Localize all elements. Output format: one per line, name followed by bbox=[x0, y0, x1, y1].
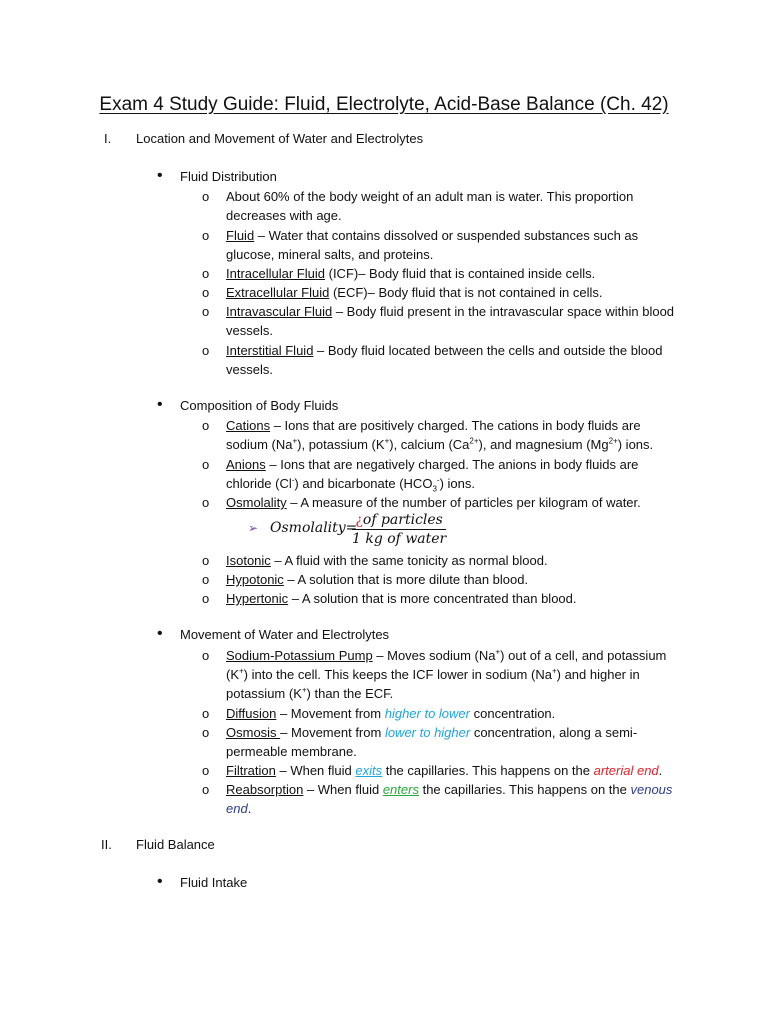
section-number: II. bbox=[101, 837, 112, 852]
sub-bullet-glyph: o bbox=[202, 572, 210, 587]
item-text bbox=[226, 226, 678, 264]
bullet-label: Fluid Distribution bbox=[180, 169, 277, 184]
highlight-text: lower to higher bbox=[384, 725, 471, 740]
formula-fraction bbox=[352, 512, 446, 547]
item-text: About 60% of the body weight of an adult man is water. This proportion decreases with age. bbox=[226, 189, 634, 223]
text-run: the capillaries. This happens on the bbox=[382, 763, 594, 778]
sub-bullet-glyph: o bbox=[202, 495, 210, 510]
bullet-glyph: • bbox=[157, 873, 163, 890]
term: Osmolality bbox=[226, 495, 287, 510]
text-run: concentration. bbox=[470, 706, 556, 721]
superscript: - bbox=[291, 475, 295, 485]
text-run: – When fluid bbox=[303, 782, 383, 797]
term: Reabsorption bbox=[226, 782, 304, 797]
sub-bullet-glyph: o bbox=[202, 189, 210, 204]
formula-mark: ¿ bbox=[355, 512, 363, 528]
item-text bbox=[226, 455, 678, 493]
fraction-bar bbox=[352, 529, 446, 530]
sub-bullet-glyph: o bbox=[202, 285, 210, 300]
superscript: + bbox=[495, 647, 501, 657]
formula-numerator bbox=[352, 512, 446, 528]
term: Interstitial Fluid bbox=[226, 343, 314, 358]
text-run: ) into the cell. This keeps the ICF lower in sodium (Na bbox=[243, 667, 552, 682]
definition: – Body fluid present in the intravascular space within blood vessels. bbox=[226, 304, 675, 338]
arrow-bullet-icon: ➢ bbox=[248, 521, 259, 535]
term: Cations bbox=[226, 418, 271, 433]
sub-bullet-glyph: o bbox=[202, 763, 210, 778]
text-run: ) than the ECF. bbox=[306, 686, 394, 701]
highlight-text: higher to lower bbox=[384, 706, 470, 721]
superscript: + bbox=[239, 666, 244, 676]
term: Isotonic bbox=[226, 553, 271, 568]
text-run: ) ions. bbox=[617, 437, 654, 452]
sub-bullet-glyph: o bbox=[202, 725, 210, 740]
subscript: 3 bbox=[432, 484, 437, 494]
text-run: ), calcium (Ca bbox=[389, 437, 470, 452]
text-run: – Movement from bbox=[276, 706, 385, 721]
term: Diffusion bbox=[226, 706, 277, 721]
item-text bbox=[226, 570, 678, 589]
text-run: the capillaries. This happens on the bbox=[418, 782, 631, 797]
superscript: + bbox=[384, 436, 390, 446]
term: Hypotonic bbox=[226, 572, 284, 587]
definition: (ICF)– Body fluid that is contained inside cells. bbox=[325, 266, 596, 281]
text-run: ), potassium (K bbox=[297, 437, 385, 452]
definition: – A solution that is more concentrated than blood. bbox=[288, 591, 577, 606]
bullet-label: Movement of Water and Electrolytes bbox=[180, 627, 390, 642]
bullet-glyph: • bbox=[157, 167, 163, 184]
item-text bbox=[226, 704, 678, 723]
sub-bullet-glyph: o bbox=[202, 266, 210, 281]
text-run: – Moves sodium (Na bbox=[372, 648, 496, 663]
term: Anions bbox=[226, 457, 266, 472]
text-run: ) and higher in potassium (K bbox=[226, 667, 640, 701]
superscript: + bbox=[292, 436, 298, 446]
text-run: concentration, along a semi-permeable membrane. bbox=[226, 725, 638, 759]
definition: – A solution that is more dilute than blood. bbox=[283, 572, 529, 587]
definition: – Body fluid located between the cells and outside the blood vessels. bbox=[226, 343, 663, 377]
item-text bbox=[226, 283, 678, 302]
item-text bbox=[226, 589, 678, 608]
section-title: Fluid Balance bbox=[136, 837, 215, 852]
sub-bullet-glyph: o bbox=[202, 648, 210, 663]
item-text bbox=[226, 341, 678, 379]
term: Intracellular Fluid bbox=[226, 266, 325, 281]
term: Osmosis bbox=[226, 725, 281, 740]
osmolality-formula bbox=[248, 512, 448, 552]
sub-bullet-glyph: o bbox=[202, 553, 210, 568]
superscript: 2+ bbox=[469, 436, 479, 446]
highlight-text: venous end bbox=[226, 782, 673, 816]
bullet-glyph: • bbox=[157, 625, 163, 642]
text-run: ), and magnesium (Mg bbox=[478, 437, 609, 452]
bullet-label: Fluid Intake bbox=[180, 875, 248, 890]
sub-bullet-glyph: o bbox=[202, 418, 210, 433]
page-title: Exam 4 Study Guide: Fluid, Electrolyte, Acid-Base Balance (Ch. 42) bbox=[99, 94, 669, 115]
item-text bbox=[226, 551, 678, 570]
superscript: + bbox=[301, 685, 307, 695]
highlight-text: enters bbox=[382, 782, 419, 797]
item-text bbox=[226, 416, 678, 454]
sub-bullet-glyph: o bbox=[202, 304, 210, 319]
item-text bbox=[226, 493, 678, 512]
highlight-text: exits bbox=[355, 763, 383, 778]
text-run: ) out of a cell, and potassium (K bbox=[226, 648, 667, 682]
text-run: – Ions that are positively charged. The cations in body fluids are sodium (Na bbox=[226, 418, 641, 452]
term: Fluid bbox=[226, 228, 255, 243]
sub-bullet-glyph: o bbox=[202, 591, 210, 606]
item-text bbox=[226, 264, 678, 283]
sub-bullet-glyph: o bbox=[202, 782, 210, 797]
term: Filtration bbox=[226, 763, 276, 778]
term: Extracellular Fluid bbox=[226, 285, 330, 300]
numerator-text: of particles bbox=[362, 512, 443, 528]
item-text bbox=[226, 761, 678, 780]
text-run: . bbox=[247, 801, 252, 816]
sub-bullet-glyph: o bbox=[202, 228, 210, 243]
highlight-text: arterial end bbox=[593, 763, 659, 778]
sub-bullet-glyph: o bbox=[202, 706, 210, 721]
term: Intravascular Fluid bbox=[226, 304, 333, 319]
definition: – A fluid with the same tonicity as normal blood. bbox=[270, 553, 548, 568]
section-title: Location and Movement of Water and Electrolytes bbox=[136, 131, 424, 146]
item-text bbox=[226, 646, 678, 703]
superscript: + bbox=[551, 666, 557, 676]
definition: – A measure of the number of particles per kilogram of water. bbox=[286, 495, 641, 510]
text-run: ) ions. bbox=[439, 476, 475, 491]
item-text bbox=[226, 302, 678, 340]
text-run: – Movement from bbox=[280, 725, 385, 740]
text-run: . bbox=[658, 763, 663, 778]
text-run: – Ions that are negatively charged. The anions in body fluids are chloride (Cl bbox=[226, 457, 639, 491]
superscript: - bbox=[436, 475, 440, 485]
sub-bullet-glyph: o bbox=[202, 457, 210, 472]
bullet-glyph: • bbox=[157, 396, 163, 413]
formula-lhs: Osmolality= bbox=[270, 520, 358, 536]
term: Sodium-Potassium Pump bbox=[226, 648, 373, 663]
sub-bullet-glyph: o bbox=[202, 343, 210, 358]
term: Hypertonic bbox=[226, 591, 289, 606]
bullet-label: Composition of Body Fluids bbox=[180, 398, 339, 413]
item-text bbox=[226, 780, 678, 818]
section-number: I. bbox=[104, 131, 112, 146]
formula-denominator: 1 kg of water bbox=[352, 531, 447, 547]
text-run: – When fluid bbox=[275, 763, 356, 778]
item-text bbox=[226, 723, 678, 761]
definition: (ECF)– Body fluid that is not contained in cells. bbox=[329, 285, 603, 300]
definition: – Water that contains dissolved or suspended substances such as glucose, mineral salts, and proteins. bbox=[226, 228, 639, 262]
superscript: 2+ bbox=[608, 436, 618, 446]
text-run: ) and bicarbonate (HCO bbox=[294, 476, 433, 491]
